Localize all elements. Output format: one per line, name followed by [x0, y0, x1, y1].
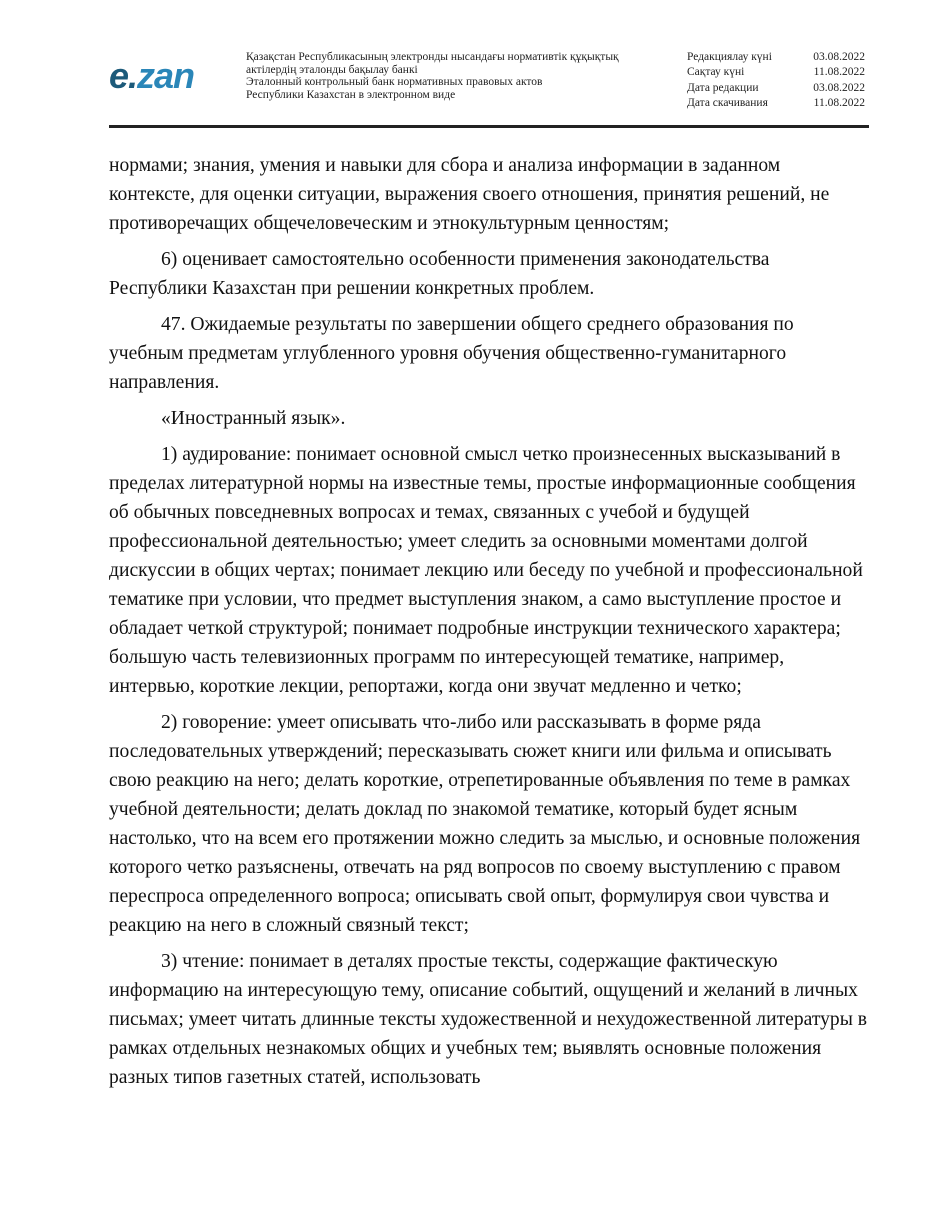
meta-row-edit-date-kz — [687, 50, 865, 65]
document-body — [109, 151, 869, 1099]
paragraph: «Иностранный язык». — [161, 408, 346, 429]
paragraph: 6) оценивает самостоятельно особенности применения законодательства Республики Казахстан при решении конкретных проблем. — [109, 249, 770, 299]
meta-label: Дата скачивания — [687, 96, 768, 109]
meta-label: Сақтау күні — [687, 66, 745, 79]
ezan-logo[interactable] — [109, 56, 194, 96]
paragraph: 3) чтение: понимает в деталях простые тексты, содержащие фактическую информацию на интересующую тему, описание событий, ощущений и желаний в личных письмах; умеет читать длинные тексты художественной и нехудожественной литературы в рамках отдельных незнакомых общих и учебных тем; выявлять основные положения разных типов газетных статей, использовать — [109, 951, 868, 1088]
document-header — [109, 46, 869, 126]
paragraph: нормами; знания, умения и навыки для сбора и анализа информации в заданном контексте, для оценки ситуации, выражения своего отношения, принятия решений, не противоречащих общечеловеческим и этнокультурным ценностям; — [109, 155, 830, 234]
paragraph: 2) говорение: умеет описывать что-либо или рассказывать в форме ряда последовательных утверждений; пересказывать сюжет книги или фильма и описывать свою реакцию на него; делать короткие, отрепетированные объявления по теме в рамках учебной деятельности; делать доклад по знакомой тематике, который будет ясным настолько, что на всем его протяжении можно следить за мыслью, и основные положения которого четко разъяснены, отвечать на ряд вопросов по своему выступлению с правом переспроса определенного вопроса; описывать свой опыт, формулируя свои чувства и реакцию на него в сложный связный текст; — [109, 712, 861, 936]
header-info-line: актілердің эталонды бақылау банкі — [246, 63, 418, 76]
meta-value: 03.08.2022 — [813, 51, 865, 63]
meta-value: 03.08.2022 — [813, 81, 865, 94]
meta-label: Дата редакции — [687, 81, 759, 94]
header-divider — [109, 125, 869, 128]
header-meta — [687, 50, 865, 111]
header-info-line: Республики Казахстан в электронном виде — [246, 88, 456, 101]
meta-row-edit-date-ru — [687, 81, 865, 96]
meta-value: 11.08.2022 — [813, 66, 865, 79]
paragraph: 1) аудирование: понимает основной смысл четко произнесенных высказываний в пределах литературной нормы на известные темы, простые информационные сообщения об обычных повседневных вопросах и темах, связанных с учебой и будущей профессиональной деятельностью; умеет следить за основными моментами долгой дискуссии в общих чертах; понимает лекцию или беседу по учебной и профессиональной тематике при условии, что предмет выступления знаком, а само выступление простое и обладает четкой структурой; понимает подробные инструкции технического характера; большую часть телевизионных программ по интересующей тематике, например, интервью, короткие лекции, репортажи, когда они звучат медленно и четко; — [109, 444, 863, 697]
logo-part-e: e. — [109, 55, 138, 96]
meta-row-save-date-kz — [687, 65, 865, 80]
meta-label: Редакциялау күні — [687, 51, 772, 63]
header-info-line: Эталонный контрольный банк нормативных правовых актов — [246, 76, 543, 88]
logo-part-zan: zan — [137, 55, 195, 96]
header-info-line: Қазақстан Республикасының электронды нысандағы нормативтік құқықтық — [246, 51, 619, 63]
header-info — [246, 51, 666, 101]
meta-value: 11.08.2022 — [813, 96, 865, 109]
meta-row-download-date-ru — [687, 96, 865, 111]
paragraph: 47. Ожидаемые результаты по завершении общего среднего образования по учебным предметам углубленного уровня обучения общественно-гуманитарного направления. — [109, 314, 794, 393]
